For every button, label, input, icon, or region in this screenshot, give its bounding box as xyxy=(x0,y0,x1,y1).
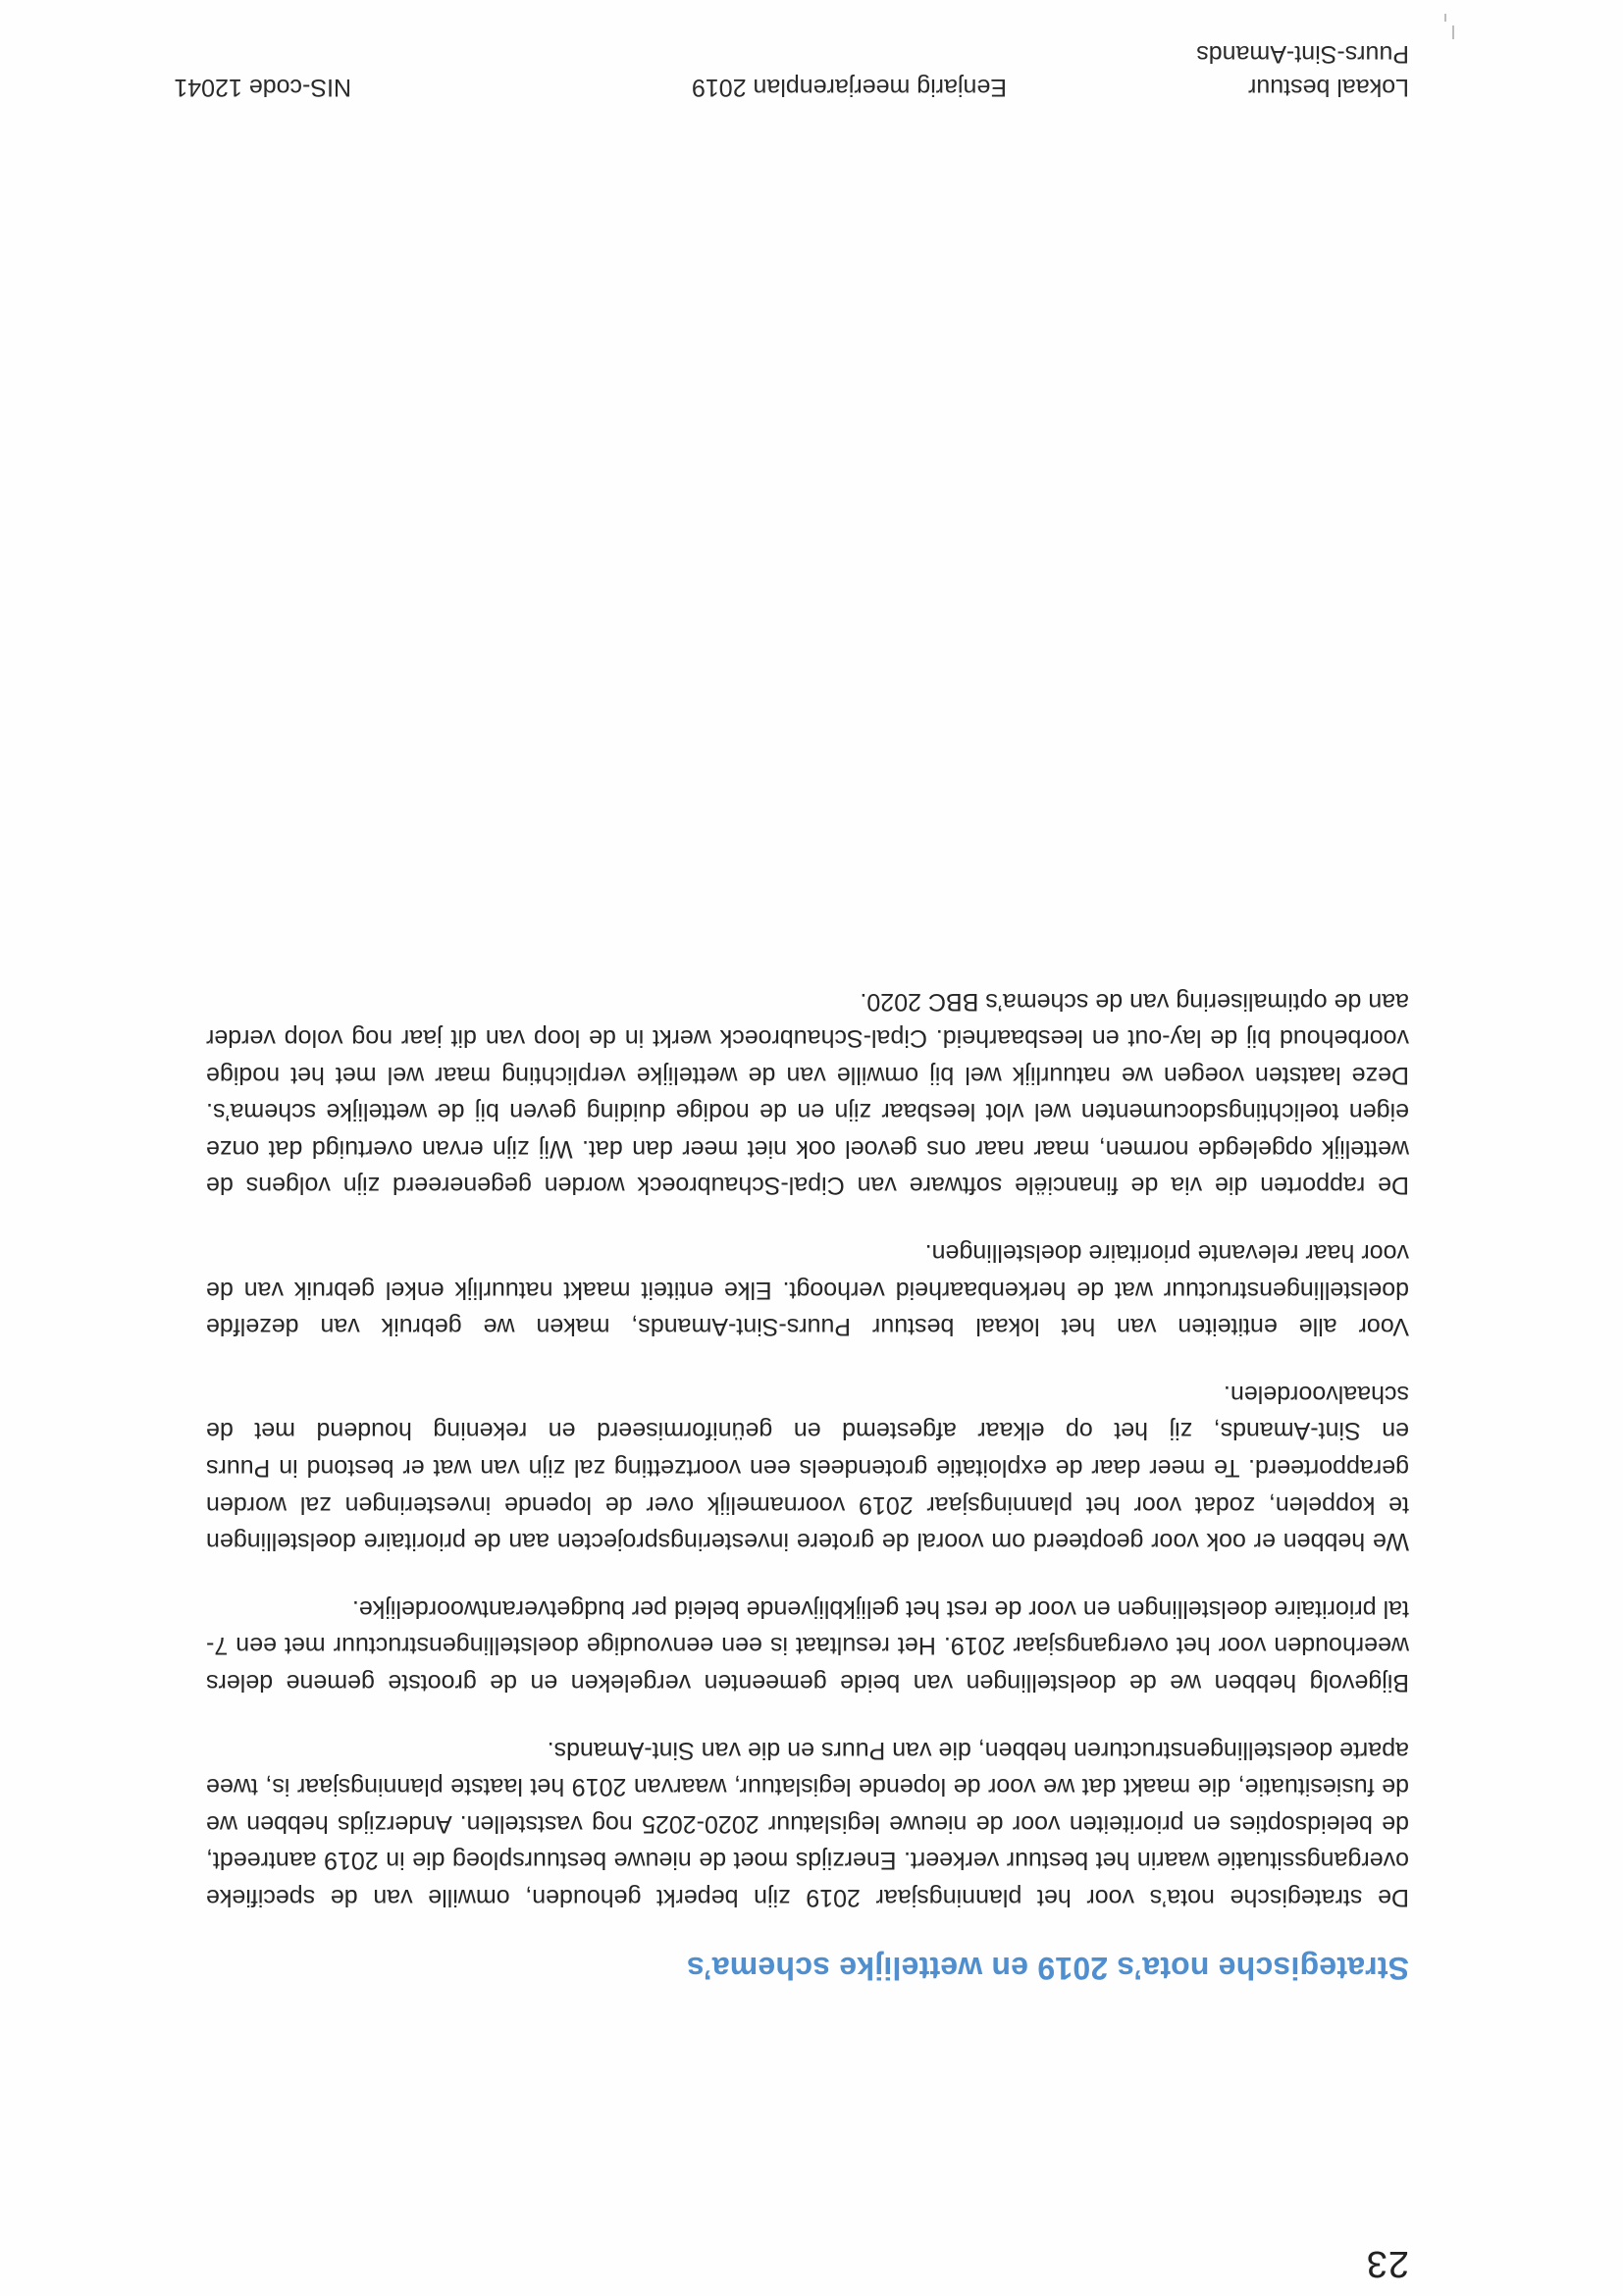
paragraph: Voor alle entiteiten van het lokaal bestuur Puurs-Sint-Amands, maken we gebruik van dezelfde doelstellingenstructuur wat de herkenbaarheid verhoogt. Elke entiteit maakt natuurlijk enkel gebruik van de voor haar relevante prioritaire doelstellingen. xyxy=(206,1239,1409,1341)
organisation-line-1: Lokaal bestuur xyxy=(1247,74,1409,101)
organisation-name xyxy=(1196,37,1409,104)
body-text xyxy=(206,952,1409,1915)
page-number: 23 xyxy=(1365,2243,1409,2284)
scan-speck xyxy=(1452,26,1454,39)
paragraph: De rapporten die via de financiële software van Cipal-Schaubroeck worden gegenereerd zijn volgens de wettelijk opgelegde normen, maar naar ons gevoel ook niet meer dan dat. Wij zijn ervan overtuigd dat onze eigen toelichtingsdocumenten wel vlot leesbaar zijn en de nodige duiding geven bij de wettelijke schema’s. Deze laatsten voegen we natuurlijk wel bij omwille van de wettelijke verplichting maar wel met het nodige voorbehoud bij de lay-out en leesbaarheid. Cipal-Schaubroeck werkt in de loop van dit jaar nog volop verder aan de optimalisering van de schema’s BBC 2020. xyxy=(206,987,1409,1200)
section-heading: Strategische nota’s 2019 en wettelijke schema’s xyxy=(686,1951,1409,1986)
paragraph: We hebben er ook voor geopteerd om vooral de grotere investeringsprojecten aan de prioritaire doelstellingen te koppelen, zodat voor het planningsjaar 2019 voornamelijk over de lopende investeringen zal worden gerapporteerd. Te meer daar de exploitatie grotendeels een voortzetting zal zijn van wat er bestond in Puurs en Sint-Amands, zij het op elkaar afgestemd en geüniformiseerd en rekening houdend met de schaalvoordelen. xyxy=(206,1380,1409,1556)
scan-speck xyxy=(1444,14,1446,22)
paragraph: Bijgevolg hebben we de doelstellingen van beide gemeenten vergeleken en de grootste gemene delers weerhouden voor het overgangsjaar 2019. Het resultaat is een eenvoudige doelstellingenstructuur met een 7-tal prioritaire doelstellingen en voor de rest het gelijkblijvende beleid per budgetverantwoordelijke. xyxy=(206,1594,1409,1697)
organisation-line-2: Puurs-Sint-Amands xyxy=(1196,40,1409,68)
nis-code: NIS-code 12041 xyxy=(174,74,351,101)
paragraph: De strategische nota’s voor het planningsjaar 2019 zijn beperkt gehouden, omwille van de specifieke overgangssituatie waarin het bestuur verkeert. Enerzijds moet de nieuwe bestuursploeg die in 2019 aantreedt, de beleidsopties en prioriteiten voor de nieuwe legislatuur 2020-2025 nog vaststellen. Anderzijds hebben we de fusiesituatie, die maakt dat we voor de lopende legislatuur, waarvan 2019 het laatste planningsjaar is, twee aparte doelstellingenstructuren hebben, die van Puurs en die van Sint-Amands. xyxy=(206,1736,1409,1911)
document-title: Eenjarig meerjarenplan 2019 xyxy=(691,74,1007,101)
page-header xyxy=(0,35,1623,104)
